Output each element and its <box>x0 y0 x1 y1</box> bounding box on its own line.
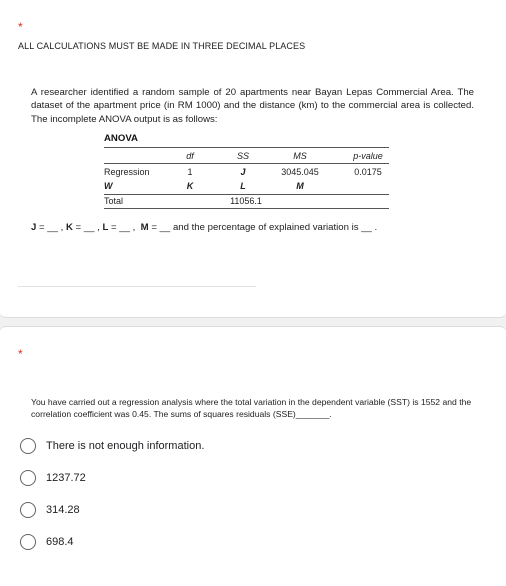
anova-header-rule <box>104 163 389 164</box>
anova-row-total-ss: 11056.1 <box>230 196 262 206</box>
blank-j-label: J <box>31 222 37 233</box>
option-2[interactable] <box>20 468 86 488</box>
radio-circle-icon[interactable] <box>20 438 36 454</box>
blank-m-label: M <box>140 222 149 233</box>
question-card-2 <box>0 326 506 586</box>
short-answer-input[interactable] <box>18 286 256 287</box>
option-label: 1237.72 <box>46 472 86 484</box>
option-4[interactable] <box>20 532 74 552</box>
radio-circle-icon[interactable] <box>20 534 36 550</box>
option-label: 698.4 <box>46 536 74 548</box>
question-paragraph: A researcher identified a random sample of 20 apartments near Bayan Lepas Commercial Area. The dataset of the apartment price (in RM 1000) and the distance (km) to the commercial area is collected. The incomplete ANOVA output is as follows: <box>31 87 474 125</box>
anova-row-w-ss: L <box>240 181 246 191</box>
anova-row-total-source: Total <box>104 196 124 206</box>
anova-heading: ANOVA <box>104 133 138 144</box>
anova-header-pvalue: p-value <box>353 151 383 161</box>
anova-row-regression-ms: 3045.045 <box>281 167 319 177</box>
blank-k-label: K <box>65 222 73 233</box>
anova-row-w-source: W <box>104 181 113 191</box>
anova-row-regression-ss: J <box>240 167 246 177</box>
option-label: There is not enough information. <box>46 440 205 452</box>
anova-top-rule <box>104 147 389 148</box>
anova-row-w-df: K <box>186 181 194 191</box>
fill-blank-line: J = __ , K = __ , L = __ , M = __ and the percentage of explained variation is __ . <box>31 222 378 233</box>
anova-mid-rule <box>104 194 389 195</box>
option-1[interactable] <box>20 436 204 456</box>
anova-header-ss: SS <box>236 151 250 161</box>
option-3[interactable] <box>20 500 80 520</box>
required-asterisk: * <box>18 347 23 361</box>
required-asterisk: * <box>18 20 23 34</box>
anova-header-df: df <box>186 151 194 161</box>
option-label: 314.28 <box>46 504 80 516</box>
anova-row-regression-pvalue: 0.0175 <box>354 167 382 177</box>
anova-row-regression-df: 1 <box>187 167 193 177</box>
question2-text: You have carried out a regression analysis where the total variation in the dependent variable (SST) is 1552 and the correlation coefficient was 0.45. The sums of squares residuals (SSE)_______. <box>31 397 472 419</box>
anova-bottom-rule <box>104 208 389 209</box>
anova-header-ms: MS <box>293 151 307 161</box>
fill-blank-tail: and the percentage of explained variation is <box>172 222 359 233</box>
blank-l-label: L <box>102 222 109 233</box>
radio-circle-icon[interactable] <box>20 470 36 486</box>
radio-circle-icon[interactable] <box>20 502 36 518</box>
question-title: ALL CALCULATIONS MUST BE MADE IN THREE DECIMAL PLACES <box>18 41 306 51</box>
question2-text-content: You have carried out a regression analysis where the total variation in the dependent variable (SST) is 1552 and the correlation coefficient was 0.45. The sums of squares residuals (SSE) <box>31 397 472 419</box>
anova-row-regression-source: Regression <box>104 167 150 177</box>
anova-row-w-ms: M <box>296 181 304 191</box>
